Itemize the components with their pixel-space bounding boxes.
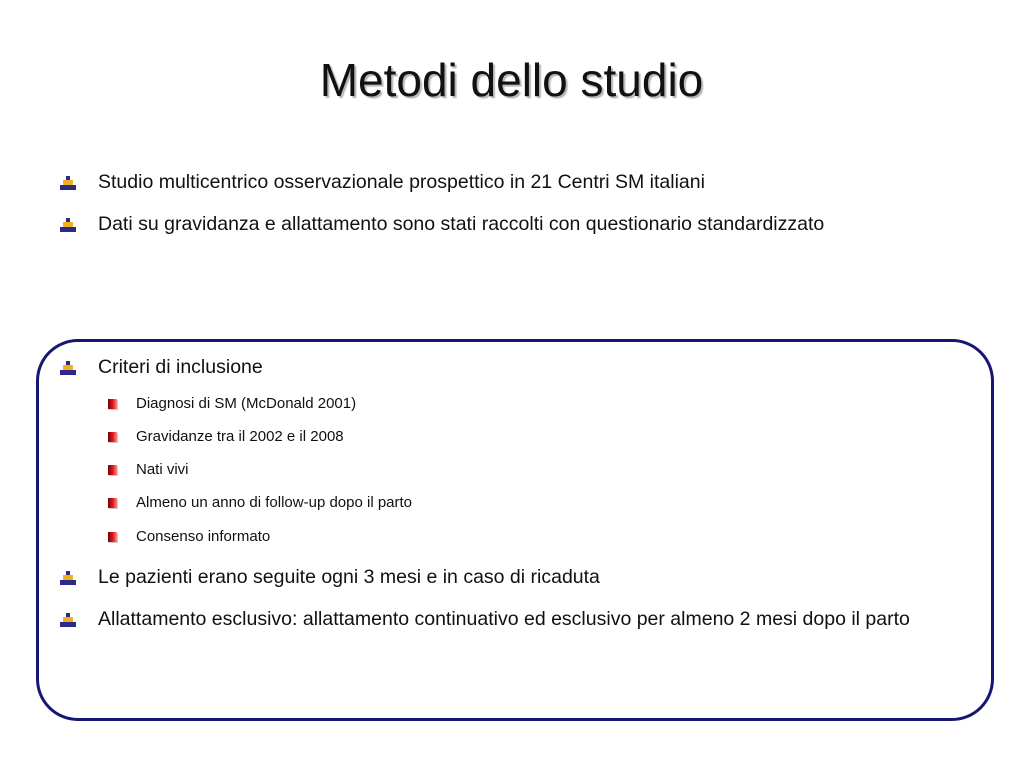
stacked-bars-bullet-icon [60,176,76,190]
red-square-bullet-icon [108,432,117,442]
criteria-text: Gravidanze tra il 2002 e il 2008 [136,428,344,445]
criteria-text: Almeno un anno di follow-up dopo il parto [136,494,413,511]
criteria-item [108,426,344,448]
stacked-bars-bullet-icon [60,361,76,375]
bullet-item [60,600,998,638]
criteria-text: Consenso informato [136,528,271,545]
stacked-bars-bullet-icon [60,571,76,585]
red-square-bullet-icon [108,399,117,409]
bullet-text: Le pazienti erano seguite ogni 3 mesi e in caso di ricaduta [98,566,600,588]
red-square-bullet-icon [108,465,117,475]
slide-title: Metodi dello studio [319,54,704,106]
red-square-bullet-icon [108,498,117,508]
bullet-item [60,163,998,201]
criteria-text: Diagnosi di SM (McDonald 2001) [136,395,357,412]
criteria-heading: Criteri di inclusione [98,356,263,378]
bullet-item [60,348,998,386]
criteria-text: Nati vivi [136,461,189,478]
bullet-item [60,205,998,243]
stacked-bars-bullet-icon [60,613,76,627]
bullet-item [60,558,998,596]
stacked-bars-bullet-icon [60,218,76,232]
criteria-item [108,492,412,514]
red-square-bullet-icon [108,532,117,542]
criteria-item [108,459,189,481]
criteria-item [108,526,270,548]
bullet-text: Studio multicentrico osservazionale prospettico in 21 Centri SM italiani [98,171,705,193]
criteria-item [108,393,356,415]
bullet-text: Dati su gravidanza e allattamento sono stati raccolti con questionario standardizzato [98,213,825,235]
bullet-text: Allattamento esclusivo: allattamento continuativo ed esclusivo per almeno 2 mesi dopo il parto [98,608,910,630]
